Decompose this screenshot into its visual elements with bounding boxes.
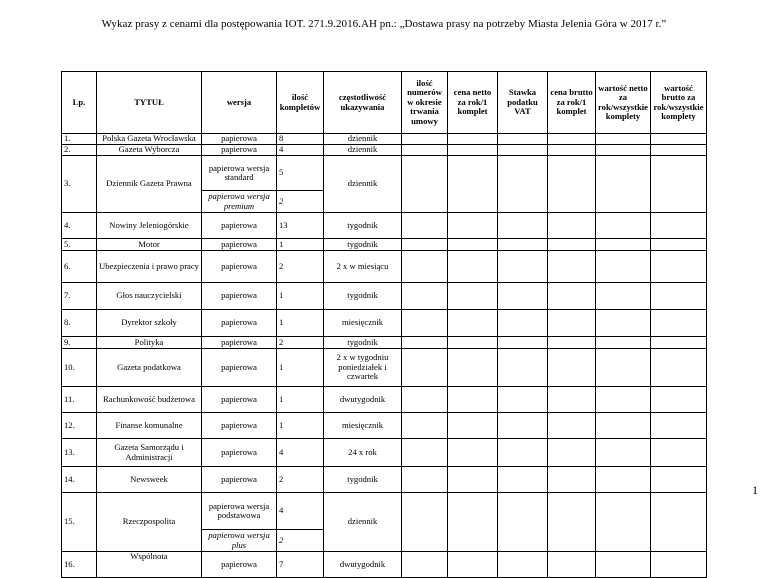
cell-version: papierowa: [202, 310, 277, 337]
header-sets: ilość kompletów: [277, 72, 324, 134]
cell-net-price: [448, 467, 498, 493]
cell-frequency: tygodnik: [324, 213, 402, 239]
cell-net-total: [596, 413, 651, 439]
cell-title: Polska Gazeta Wrocławska: [97, 134, 202, 145]
cell-title: Motor: [97, 239, 202, 251]
cell-lp: 8.: [62, 310, 97, 337]
header-vat: Stawka podatku VAT: [498, 72, 548, 134]
cell-vat: [498, 310, 548, 337]
header-lp: Lp.: [62, 72, 97, 134]
cell-vat: [498, 467, 548, 493]
cell-version: papierowa: [202, 145, 277, 156]
cell-net-price: [448, 213, 498, 239]
cell-lp: 7.: [62, 283, 97, 310]
cell-sets: 2: [277, 337, 324, 349]
cell-gross-total: [650, 387, 706, 413]
cell-sets: 4: [277, 439, 324, 467]
cell-frequency: miesięcznik: [324, 310, 402, 337]
cell-frequency: dwutygodnik: [324, 387, 402, 413]
cell-sets: 1: [277, 283, 324, 310]
cell-lp: 4.: [62, 213, 97, 239]
cell-lp: 12.: [62, 413, 97, 439]
cell-net-price: [448, 349, 498, 387]
cell-lp: 15.: [62, 493, 97, 552]
cell-net-total: [596, 251, 651, 283]
page-number: 1: [752, 483, 758, 497]
cell-vat: [498, 283, 548, 310]
cell-version-plus: papierowa wersja plus: [202, 530, 277, 552]
cell-net-total: [596, 349, 651, 387]
cell-net-price: [448, 413, 498, 439]
cell-gross-total: [650, 239, 706, 251]
header-net-price: cena netto za rok/1 komplet: [448, 72, 498, 134]
cell-sets-premium: 2: [277, 191, 324, 213]
cell-version: papierowa: [202, 134, 277, 145]
cell-frequency: dwutygodnik: [324, 552, 402, 578]
cell-lp: 3.: [62, 156, 97, 213]
cell-net-total: [596, 310, 651, 337]
cell-net-price: [448, 283, 498, 310]
cell-net-price: [448, 134, 498, 145]
cell-gross-total: [650, 413, 706, 439]
cell-frequency: 2 x w miesiącu: [324, 251, 402, 283]
cell-gross-total: [650, 283, 706, 310]
cell-gross-price: [548, 213, 596, 239]
cell-title: Ubezpieczenia i prawo pracy: [97, 251, 202, 283]
cell-sets: 1: [277, 349, 324, 387]
cell-lp: 16.: [62, 552, 97, 578]
cell-gross-price: [548, 145, 596, 156]
cell-gross-price: [548, 552, 596, 578]
cell-frequency: 2 x w tygodniu poniedziałek i czwartek: [324, 349, 402, 387]
cell-title: Rachunkowość budżetowa: [97, 387, 202, 413]
cell-vat: [498, 439, 548, 467]
cell-gross-total: [650, 145, 706, 156]
cell-issues: [402, 467, 448, 493]
cell-gross-price: [548, 413, 596, 439]
cell-issues: [402, 337, 448, 349]
cell-issues: [402, 387, 448, 413]
table-row: [62, 552, 707, 578]
cell-net-total: [596, 552, 651, 578]
cell-title: Rzeczpospolita: [97, 493, 202, 552]
cell-issues: [402, 552, 448, 578]
cell-issues: [402, 145, 448, 156]
cell-net-price: [448, 387, 498, 413]
cell-title: Finanse komunalne: [97, 413, 202, 439]
cell-title: Dziennik Gazeta Prawna: [97, 156, 202, 213]
cell-gross-total: [650, 310, 706, 337]
cell-vat: [498, 552, 548, 578]
cell-issues: [402, 310, 448, 337]
cell-lp: 6.: [62, 251, 97, 283]
cell-frequency: dziennik: [324, 156, 402, 213]
cell-gross-price: [548, 251, 596, 283]
cell-issues: [402, 439, 448, 467]
header-gross-price: cena brutto za rok/1 komplet: [548, 72, 596, 134]
table-row: [62, 145, 707, 156]
cell-issues: [402, 239, 448, 251]
cell-gross-total: [650, 134, 706, 145]
cell-net-price: [448, 439, 498, 467]
cell-frequency: tygodnik: [324, 337, 402, 349]
cell-sets: 1: [277, 413, 324, 439]
header-version: wersja: [202, 72, 277, 134]
cell-net-total: [596, 145, 651, 156]
cell-net-total: [596, 156, 651, 213]
cell-issues: [402, 134, 448, 145]
cell-gross-total: [650, 337, 706, 349]
cell-lp: 14.: [62, 467, 97, 493]
cell-title: Gazeta Wyborcza: [97, 145, 202, 156]
price-table: [61, 71, 707, 578]
table-row: [62, 310, 707, 337]
cell-vat: [498, 349, 548, 387]
cell-sets-plus: 2: [277, 530, 324, 552]
cell-gross-price: [548, 156, 596, 213]
cell-sets: 1: [277, 239, 324, 251]
cell-gross-total: [650, 213, 706, 239]
cell-gross-total: [650, 349, 706, 387]
cell-vat: [498, 387, 548, 413]
cell-gross-total: [650, 156, 706, 213]
cell-version-premium: papierowa wersja premium: [202, 191, 277, 213]
cell-sets: 4: [277, 145, 324, 156]
cell-vat: [498, 213, 548, 239]
cell-issues: [402, 283, 448, 310]
cell-issues: [402, 413, 448, 439]
table-row: [62, 239, 707, 251]
table-row: [62, 156, 707, 191]
cell-sets: 1: [277, 387, 324, 413]
table-row: [62, 349, 707, 387]
cell-gross-price: [548, 349, 596, 387]
cell-gross-total: [650, 552, 706, 578]
cell-title: Gazeta Samorządu i Administracji: [97, 439, 202, 467]
cell-net-total: [596, 467, 651, 493]
cell-title: Wspólnota: [97, 552, 202, 578]
cell-gross-price: [548, 283, 596, 310]
cell-version: papierowa: [202, 349, 277, 387]
cell-issues: [402, 156, 448, 213]
cell-gross-total: [650, 439, 706, 467]
cell-vat: [498, 413, 548, 439]
cell-frequency: tygodnik: [324, 239, 402, 251]
cell-net-price: [448, 145, 498, 156]
cell-version: papierowa: [202, 251, 277, 283]
cell-version: papierowa: [202, 337, 277, 349]
cell-frequency: tygodnik: [324, 283, 402, 310]
header-frequency: częstotliwość ukazywania: [324, 72, 402, 134]
cell-version: papierowa: [202, 552, 277, 578]
document-heading: Wykaz prasy z cenami dla postępowania IOT. 271.9.2016.AH pn.: „Dostawa prasy na potrzeby Miasta Jelenia Góra w 2017 r.”: [101, 18, 667, 30]
cell-version-basic: papierowa wersja podstawowa: [202, 493, 277, 530]
cell-net-price: [448, 156, 498, 213]
cell-gross-price: [548, 387, 596, 413]
cell-lp: 2.: [62, 145, 97, 156]
cell-frequency: dziennik: [324, 134, 402, 145]
cell-net-price: [448, 337, 498, 349]
cell-version: papierowa: [202, 387, 277, 413]
cell-vat: [498, 134, 548, 145]
header-gross-total: wartość brutto za rok/wszystkie komplety: [650, 72, 706, 134]
cell-net-price: [448, 552, 498, 578]
table-row: [62, 493, 707, 530]
cell-issues: [402, 213, 448, 239]
cell-lp: 9.: [62, 337, 97, 349]
cell-lp: 13.: [62, 439, 97, 467]
cell-lp: 1.: [62, 134, 97, 145]
cell-version: papierowa: [202, 239, 277, 251]
cell-gross-price: [548, 337, 596, 349]
cell-title: Gazeta podatkowa: [97, 349, 202, 387]
cell-gross-price: [548, 439, 596, 467]
cell-net-total: [596, 134, 651, 145]
cell-net-total: [596, 239, 651, 251]
cell-net-total: [596, 439, 651, 467]
table-row: [62, 387, 707, 413]
table-row: [62, 134, 707, 145]
cell-lp: 11.: [62, 387, 97, 413]
cell-gross-price: [548, 467, 596, 493]
cell-title: Polityka: [97, 337, 202, 349]
cell-title: Newsweek: [97, 467, 202, 493]
header-net-total: wartość netto za rok/wszystkie komplety: [596, 72, 651, 134]
cell-version: papierowa: [202, 283, 277, 310]
cell-version-standard: papierowa wersja standard: [202, 156, 277, 191]
cell-title: Dyrektor szkoły: [97, 310, 202, 337]
header-issues: ilość numerów w okresie trwania umowy: [402, 72, 448, 134]
cell-vat: [498, 156, 548, 213]
cell-gross-price: [548, 239, 596, 251]
cell-sets: 8: [277, 134, 324, 145]
cell-sets: 1: [277, 310, 324, 337]
cell-vat: [498, 251, 548, 283]
cell-net-total: [596, 213, 651, 239]
cell-frequency: tygodnik: [324, 467, 402, 493]
table-row: [62, 213, 707, 239]
cell-sets: 2: [277, 467, 324, 493]
cell-sets-standard: 5: [277, 156, 324, 191]
header-title: TYTUŁ: [97, 72, 202, 134]
cell-issues: [402, 349, 448, 387]
cell-gross-total: [650, 467, 706, 493]
cell-frequency: miesięcznik: [324, 413, 402, 439]
cell-version: papierowa: [202, 213, 277, 239]
cell-sets-basic: 4: [277, 493, 324, 530]
cell-sets: 2: [277, 251, 324, 283]
table-row: [62, 283, 707, 310]
table-row: [62, 337, 707, 349]
cell-lp: 5.: [62, 239, 97, 251]
table-row: [62, 251, 707, 283]
cell-version: papierowa: [202, 467, 277, 493]
cell-vat: [498, 239, 548, 251]
table-row: [62, 439, 707, 467]
cell-vat: [498, 145, 548, 156]
cell-title: Głos nauczycielski: [97, 283, 202, 310]
table-row: [62, 467, 707, 493]
table-row: [62, 413, 707, 439]
cell-frequency: dziennik: [324, 493, 402, 552]
cell-sets: 7: [277, 552, 324, 578]
cell-net-total: [596, 387, 651, 413]
cell-frequency: 24 x rok: [324, 439, 402, 467]
cell-title: Nowiny Jeleniogórskie: [97, 213, 202, 239]
table-header-row: [62, 72, 707, 134]
cell-gross-price: [548, 134, 596, 145]
cell-version: papierowa: [202, 439, 277, 467]
cell-net-total: [596, 337, 651, 349]
cell-net-price: [448, 310, 498, 337]
cell-net-total: [596, 283, 651, 310]
cell-version: papierowa: [202, 413, 277, 439]
cell-gross-price: [548, 310, 596, 337]
cell-frequency: dziennik: [324, 145, 402, 156]
cell-issues: [402, 251, 448, 283]
cell-net-price: [448, 239, 498, 251]
cell-gross-total: [650, 251, 706, 283]
cell-sets: 13: [277, 213, 324, 239]
cell-net-price: [448, 251, 498, 283]
cell-vat: [498, 337, 548, 349]
cell-lp: 10.: [62, 349, 97, 387]
